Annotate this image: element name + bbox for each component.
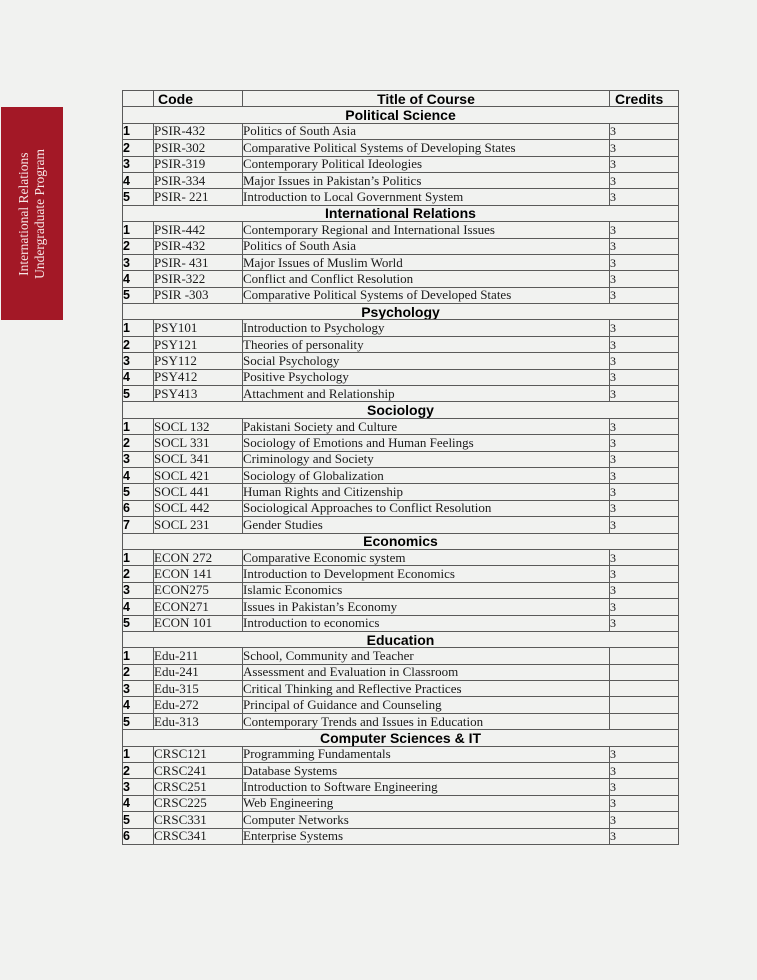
- course-code: CRSC251: [154, 779, 243, 795]
- course-title: Issues in Pakistan’s Economy: [243, 599, 610, 615]
- row-number: 3: [123, 681, 154, 697]
- row-number: 4: [123, 172, 154, 188]
- section-title: Psychology: [123, 304, 679, 320]
- row-number: 5: [123, 386, 154, 402]
- course-title: Criminology and Society: [243, 451, 610, 467]
- course-title: Pakistani Society and Culture: [243, 418, 610, 434]
- course-credits: 3: [610, 779, 679, 795]
- course-code: PSY413: [154, 386, 243, 402]
- course-title: Enterprise Systems: [243, 828, 610, 844]
- course-credits: 3: [610, 189, 679, 205]
- course-credits: 3: [610, 386, 679, 402]
- course-code: PSIR-322: [154, 271, 243, 287]
- table-row: [123, 156, 679, 172]
- course-credits: 3: [610, 254, 679, 270]
- table-row: [123, 812, 679, 828]
- course-credits: 3: [610, 320, 679, 336]
- table-row: [123, 795, 679, 811]
- course-credits: 3: [610, 353, 679, 369]
- section-title: Computer Sciences & IT: [123, 730, 679, 746]
- course-code: ECON275: [154, 582, 243, 598]
- course-code: CRSC225: [154, 795, 243, 811]
- table-row: [123, 320, 679, 336]
- course-title: Programming Fundamentals: [243, 746, 610, 762]
- course-code: SOCL 341: [154, 451, 243, 467]
- course-code: Edu-211: [154, 648, 243, 664]
- table-row: [123, 484, 679, 500]
- course-title: Human Rights and Citizenship: [243, 484, 610, 500]
- table-row: [123, 664, 679, 680]
- table-header-row: [123, 91, 679, 107]
- course-credits: 3: [610, 549, 679, 565]
- row-number: 7: [123, 517, 154, 533]
- table-row: [123, 353, 679, 369]
- course-credits: [610, 697, 679, 713]
- course-credits: 3: [610, 140, 679, 156]
- course-title: Sociology of Globalization: [243, 467, 610, 483]
- course-credits: 3: [610, 517, 679, 533]
- course-title: Comparative Economic system: [243, 549, 610, 565]
- row-number: 5: [123, 713, 154, 729]
- section-title: Education: [123, 631, 679, 647]
- course-credits: 3: [610, 467, 679, 483]
- section-header-row: [123, 533, 679, 549]
- row-number: 1: [123, 418, 154, 434]
- course-credits: 3: [610, 271, 679, 287]
- side-tab-text: [16, 149, 48, 279]
- table-row: [123, 566, 679, 582]
- course-code: CRSC331: [154, 812, 243, 828]
- section-title: Economics: [123, 533, 679, 549]
- course-code: PSIR-432: [154, 123, 243, 139]
- course-code: SOCL 132: [154, 418, 243, 434]
- table-row: [123, 140, 679, 156]
- course-code: SOCL 442: [154, 500, 243, 516]
- course-code: ECON271: [154, 599, 243, 615]
- row-number: 1: [123, 320, 154, 336]
- side-tab: [1, 107, 63, 320]
- course-title: Major Issues of Muslim World: [243, 254, 610, 270]
- course-title: Introduction to economics: [243, 615, 610, 631]
- table-row: [123, 172, 679, 188]
- course-title: Theories of personality: [243, 336, 610, 352]
- course-credits: 3: [610, 156, 679, 172]
- course-credits: [610, 681, 679, 697]
- table-row: [123, 189, 679, 205]
- course-code: Edu-315: [154, 681, 243, 697]
- table-row: [123, 500, 679, 516]
- row-number: 1: [123, 222, 154, 238]
- course-table-body: [123, 107, 679, 845]
- course-code: PSIR-319: [154, 156, 243, 172]
- course-credits: 3: [610, 746, 679, 762]
- course-code: ECON 272: [154, 549, 243, 565]
- course-title: Positive Psychology: [243, 369, 610, 385]
- course-credits: 3: [610, 418, 679, 434]
- course-title: Database Systems: [243, 763, 610, 779]
- course-code: PSY121: [154, 336, 243, 352]
- row-number: 3: [123, 254, 154, 270]
- section-header-row: [123, 730, 679, 746]
- header-number: [123, 91, 154, 107]
- course-credits: 3: [610, 615, 679, 631]
- table-row: [123, 287, 679, 303]
- table-row: [123, 369, 679, 385]
- row-number: 4: [123, 369, 154, 385]
- course-title: Contemporary Trends and Issues in Education: [243, 713, 610, 729]
- table-row: [123, 746, 679, 762]
- header-code: Code: [154, 91, 243, 107]
- row-number: 5: [123, 287, 154, 303]
- course-credits: 3: [610, 123, 679, 139]
- course-credits: 3: [610, 582, 679, 598]
- course-title: Sociological Approaches to Conflict Resolution: [243, 500, 610, 516]
- course-credits: 3: [610, 222, 679, 238]
- side-tab-line-1: International Relations: [16, 151, 31, 276]
- course-code: PSIR- 221: [154, 189, 243, 205]
- row-number: 3: [123, 779, 154, 795]
- row-number: 5: [123, 189, 154, 205]
- course-title: Social Psychology: [243, 353, 610, 369]
- table-row: [123, 254, 679, 270]
- course-title: Gender Studies: [243, 517, 610, 533]
- course-credits: 3: [610, 828, 679, 844]
- table-row: [123, 386, 679, 402]
- header-credits: Credits: [610, 91, 679, 107]
- course-title: Web Engineering: [243, 795, 610, 811]
- course-code: PSY412: [154, 369, 243, 385]
- row-number: 3: [123, 156, 154, 172]
- course-title: Conflict and Conflict Resolution: [243, 271, 610, 287]
- row-number: 1: [123, 648, 154, 664]
- course-code: PSY101: [154, 320, 243, 336]
- row-number: 4: [123, 599, 154, 615]
- course-credits: [610, 664, 679, 680]
- table-row: [123, 336, 679, 352]
- course-title: Attachment and Relationship: [243, 386, 610, 402]
- table-row: [123, 828, 679, 844]
- course-table: [122, 90, 679, 845]
- section-header-row: [123, 205, 679, 221]
- course-title: Major Issues in Pakistan’s Politics: [243, 172, 610, 188]
- table-row: [123, 681, 679, 697]
- table-row: [123, 779, 679, 795]
- table-row: [123, 517, 679, 533]
- row-number: 2: [123, 664, 154, 680]
- row-number: 4: [123, 697, 154, 713]
- course-code: ECON 101: [154, 615, 243, 631]
- course-credits: 3: [610, 599, 679, 615]
- course-credits: 3: [610, 238, 679, 254]
- course-credits: 3: [610, 812, 679, 828]
- table-row: [123, 123, 679, 139]
- course-title: Sociology of Emotions and Human Feelings: [243, 435, 610, 451]
- table-row: [123, 418, 679, 434]
- course-title: Principal of Guidance and Counseling: [243, 697, 610, 713]
- course-title: Politics of South Asia: [243, 238, 610, 254]
- course-code: Edu-241: [154, 664, 243, 680]
- course-title: Comparative Political Systems of Developing States: [243, 140, 610, 156]
- course-title: Introduction to Local Government System: [243, 189, 610, 205]
- course-credits: 3: [610, 451, 679, 467]
- table-row: [123, 549, 679, 565]
- course-code: PSIR- 431: [154, 254, 243, 270]
- row-number: 3: [123, 582, 154, 598]
- row-number: 4: [123, 467, 154, 483]
- course-code: PSIR-334: [154, 172, 243, 188]
- course-title: Introduction to Development Economics: [243, 566, 610, 582]
- section-header-row: [123, 304, 679, 320]
- course-credits: 3: [610, 287, 679, 303]
- table-row: [123, 467, 679, 483]
- row-number: 5: [123, 812, 154, 828]
- course-title: Assessment and Evaluation in Classroom: [243, 664, 610, 680]
- course-title: Computer Networks: [243, 812, 610, 828]
- course-code: PSIR-432: [154, 238, 243, 254]
- row-number: 5: [123, 484, 154, 500]
- section-header-row: [123, 631, 679, 647]
- course-title: Introduction to Software Engineering: [243, 779, 610, 795]
- course-code: PSIR-302: [154, 140, 243, 156]
- table-row: [123, 435, 679, 451]
- course-code: Edu-313: [154, 713, 243, 729]
- course-credits: 3: [610, 500, 679, 516]
- row-number: 3: [123, 353, 154, 369]
- table-row: [123, 238, 679, 254]
- section-header-row: [123, 402, 679, 418]
- course-credits: [610, 713, 679, 729]
- row-number: 2: [123, 140, 154, 156]
- row-number: 2: [123, 238, 154, 254]
- table-row: [123, 582, 679, 598]
- course-credits: 3: [610, 369, 679, 385]
- row-number: 4: [123, 795, 154, 811]
- row-number: 6: [123, 828, 154, 844]
- course-code: CRSC341: [154, 828, 243, 844]
- section-title: Political Science: [123, 107, 679, 123]
- section-title: Sociology: [123, 402, 679, 418]
- course-code: Edu-272: [154, 697, 243, 713]
- course-title: Critical Thinking and Reflective Practices: [243, 681, 610, 697]
- row-number: 2: [123, 435, 154, 451]
- course-title: Politics of South Asia: [243, 123, 610, 139]
- side-tab-line-2: Undergraduate Program: [32, 148, 47, 279]
- course-title: Islamic Economics: [243, 582, 610, 598]
- table-row: [123, 271, 679, 287]
- row-number: 1: [123, 746, 154, 762]
- course-code: CRSC121: [154, 746, 243, 762]
- table-row: [123, 615, 679, 631]
- course-code: SOCL 231: [154, 517, 243, 533]
- row-number: 5: [123, 615, 154, 631]
- header-title: Title of Course: [243, 91, 610, 107]
- course-title: School, Community and Teacher: [243, 648, 610, 664]
- course-code: SOCL 441: [154, 484, 243, 500]
- table-row: [123, 697, 679, 713]
- section-title: International Relations: [123, 205, 679, 221]
- row-number: 2: [123, 566, 154, 582]
- course-credits: 3: [610, 172, 679, 188]
- course-credits: 3: [610, 763, 679, 779]
- course-title: Comparative Political Systems of Developed States: [243, 287, 610, 303]
- course-title: Contemporary Political Ideologies: [243, 156, 610, 172]
- row-number: 6: [123, 500, 154, 516]
- row-number: 1: [123, 123, 154, 139]
- table-row: [123, 451, 679, 467]
- table-row: [123, 763, 679, 779]
- row-number: 1: [123, 549, 154, 565]
- section-header-row: [123, 107, 679, 123]
- table-row: [123, 599, 679, 615]
- course-credits: 3: [610, 484, 679, 500]
- course-title: Contemporary Regional and International Issues: [243, 222, 610, 238]
- course-code: SOCL 331: [154, 435, 243, 451]
- table-row: [123, 222, 679, 238]
- course-code: PSY112: [154, 353, 243, 369]
- course-code: SOCL 421: [154, 467, 243, 483]
- course-code: PSIR-442: [154, 222, 243, 238]
- course-title: Introduction to Psychology: [243, 320, 610, 336]
- course-code: ECON 141: [154, 566, 243, 582]
- course-credits: 3: [610, 336, 679, 352]
- row-number: 3: [123, 451, 154, 467]
- course-credits: 3: [610, 435, 679, 451]
- course-credits: [610, 648, 679, 664]
- course-credits: 3: [610, 795, 679, 811]
- course-code: PSIR -303: [154, 287, 243, 303]
- row-number: 4: [123, 271, 154, 287]
- course-credits: 3: [610, 566, 679, 582]
- course-code: CRSC241: [154, 763, 243, 779]
- row-number: 2: [123, 336, 154, 352]
- row-number: 2: [123, 763, 154, 779]
- table-row: [123, 713, 679, 729]
- table-row: [123, 648, 679, 664]
